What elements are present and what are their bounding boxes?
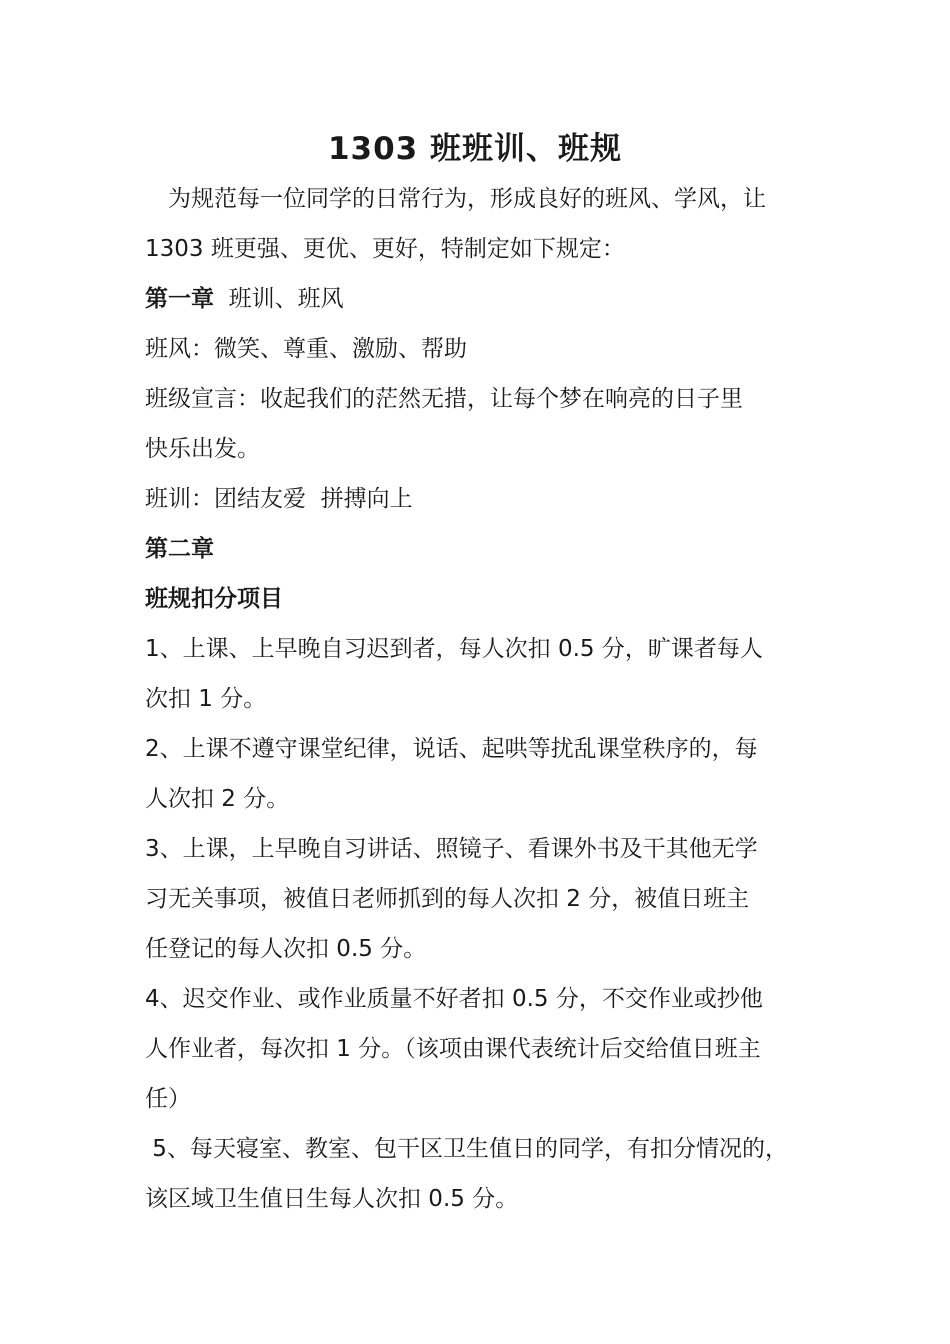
- banfeng-line: 班风：微笑、尊重、激励、帮助: [145, 336, 467, 362]
- rule-1-line-1: 1、上课、上早晚自习迟到者，每人次扣 0.5 分，旷课者每人: [145, 636, 763, 662]
- rule-4-line-1: 4、迟交作业、或作业质量不好者扣 0.5 分，不交作业或抄他: [145, 986, 763, 1012]
- rule-4-line-2: 人作业者，每次扣 1 分。（该项由课代表统计后交给值日班主: [145, 1036, 761, 1062]
- declaration-line-1: 班级宣言：收起我们的茫然无措，让每个梦在响亮的日子里: [145, 386, 743, 412]
- rule-3-line-2: 习无关事项，被值日老师抓到的每人次扣 2 分，被值日班主: [145, 886, 750, 912]
- rule-5-line-1: 5、每天寝室、教室、包干区卫生值日的同学，有扣分情况的，: [145, 1136, 788, 1162]
- chapter1-heading: [145, 274, 815, 324]
- rule-2-line-1: 2、上课不遵守课堂纪律，说话、起哄等扰乱课堂秩序的，每: [145, 736, 758, 762]
- chapter1-label: 第一章: [145, 286, 214, 312]
- chapter2-subheading: 班规扣分项目: [145, 586, 283, 612]
- rule-3-line-1: 3、上课，上早晚自习讲话、照镜子、看课外书及干其他无学: [145, 836, 758, 862]
- rule-3-line-3: 任登记的每人次扣 0.5 分。: [145, 936, 427, 962]
- rule-1-line-2: 次扣 1 分。: [145, 686, 267, 712]
- declaration-line-2: 快乐出发。: [145, 436, 260, 462]
- chapter2-heading: 第二章: [145, 536, 214, 562]
- banxun-line: 班训：团结友爱 拼搏向上: [145, 486, 413, 512]
- document-title: 1303 班班训、班规: [327, 131, 623, 167]
- chapter1-title: 班训、班风: [214, 286, 344, 312]
- intro-line-2: 1303 班更强、更优、更好，特制定如下规定：: [145, 236, 625, 262]
- rule-5-line-2: 该区域卫生值日生每人次扣 0.5 分。: [145, 1186, 519, 1212]
- rule-4-line-3: 任）: [145, 1086, 191, 1112]
- rule-2-line-2: 人次扣 2 分。: [145, 786, 290, 812]
- intro-line-1: 为规范每一位同学的日常行为，形成良好的班风、学风，让: [168, 186, 766, 212]
